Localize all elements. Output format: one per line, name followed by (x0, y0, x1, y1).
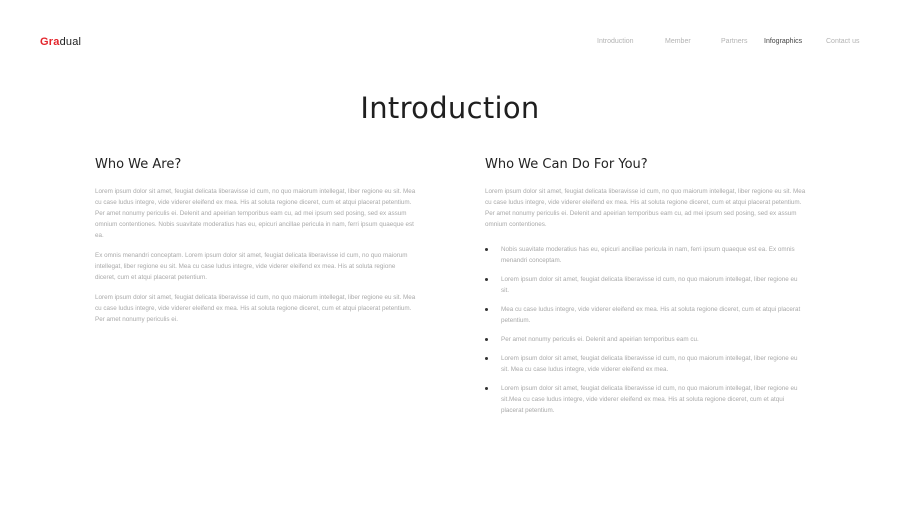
list-item-text: Lorem ipsum dolor sit amet, feugiat delicata liberavisse id cum, no quo maiorum intellegat, liber regione eu sit.Mea cu case ludus integre, vide viderer eleifend ex mea. His at soluta regione diceret, cum et atqui placerat petentium. (501, 385, 798, 414)
nav-member[interactable]: Member (665, 38, 691, 45)
list-item-text: Lorem ipsum dolor sit amet, feugiat delicata liberavisse id cum, no quo maiorum intellegat, liber regione eu sit. Mea cu case ludus integre, vide viderer eleifend ex mea. (501, 355, 798, 373)
section-heading-who-we-are: Who We Are? (95, 157, 182, 172)
brand-logo-rest: dual (59, 36, 82, 48)
services-list (485, 244, 807, 416)
list-item-text: Nobis suavitate moderatius has eu, epicuri ancillae pericula in nam, ferri ipsum quaeque est ea. Ex omnis menandri conceptam. (501, 246, 795, 264)
paragraph: Lorem ipsum dolor sit amet, feugiat delicata liberavisse id cum, no quo maiorum intellegat, liber regione eu sit. Mea cu case ludus integre, vide viderer eleifend ex mea. His at soluta regione diceret, cum et atqui placerat petentium. Per amet nonumy periculis ei. Delenit and apeirian temporibus eam cu, ad mei ipsum sed posing, sed ex assum omnium contentiones. (485, 188, 806, 228)
list-item (485, 304, 807, 326)
page-title: Introduction (360, 91, 540, 126)
paragraph: Lorem ipsum dolor sit amet, feugiat delicata liberavisse id cum, no quo maiorum intellegat, liber regione eu sit. Mea cu case ludus integre, vide viderer eleifend ex mea. His at soluta regione diceret, cum et atqui placerat petentium. Per amet nonumy periculis ei. Delenit and apeirian temporibus eam cu, ad mei ipsum sed posing, sed ex assum omnium contentiones. Nobis suavitate moderatius has eu, epicuri ancillae pericula in nam, ferri ipsum quaeque est ea. (95, 188, 416, 239)
nav-partners[interactable]: Partners (721, 38, 748, 45)
nav-introduction[interactable]: Introduction (597, 38, 634, 45)
bullet-dot-icon (485, 248, 488, 251)
bullet-dot-icon (485, 278, 488, 281)
bullet-dot-icon (485, 338, 488, 341)
paragraph: Lorem ipsum dolor sit amet, feugiat delicata liberavisse id cum, no quo maiorum intellegat, liber regione eu sit. Mea cu case ludus integre, vide viderer eleifend ex mea. His at soluta regione diceret, cum et atqui placerat petentium. Per amet nonumy periculis ei. (95, 294, 416, 323)
bullet-dot-icon (485, 308, 488, 311)
paragraph: Ex omnis menandri conceptam. Lorem ipsum dolor sit amet, feugiat delicata liberavisse id cum, no quo maiorum intellegat, liber regione eu sit. Mea cu case ludus integre, vide viderer eleifend ex mea. His at soluta regione diceret, cum et atqui placerat petentium. (95, 252, 408, 281)
list-item (485, 334, 807, 345)
what-we-do-section (485, 157, 807, 424)
list-item (485, 353, 807, 375)
bullet-dot-icon (485, 357, 488, 360)
list-item-text: Mea cu case ludus integre, vide viderer eleifend ex mea. His at soluta regione diceret, cum et atqui placerat petentium. (501, 306, 801, 324)
brand-logo-accent: Gra (40, 36, 60, 48)
nav-contact-us[interactable]: Contact us (826, 38, 860, 45)
section-heading-what-we-do: Who We Can Do For You? (485, 157, 648, 172)
who-we-are-section (95, 157, 417, 334)
list-item (485, 383, 807, 416)
list-item-text: Per amet nonumy periculis ei. Delenit and apeirian temporibus eam cu. (501, 336, 699, 343)
list-item (485, 244, 807, 266)
top-nav (0, 38, 900, 50)
list-item (485, 274, 807, 296)
list-item-text: Lorem ipsum dolor sit amet, feugiat delicata liberavisse id cum, no quo maiorum intellegat, liber regione eu sit. (501, 276, 798, 294)
bullet-dot-icon (485, 387, 488, 390)
nav-infographics[interactable]: Infographics (764, 38, 803, 45)
